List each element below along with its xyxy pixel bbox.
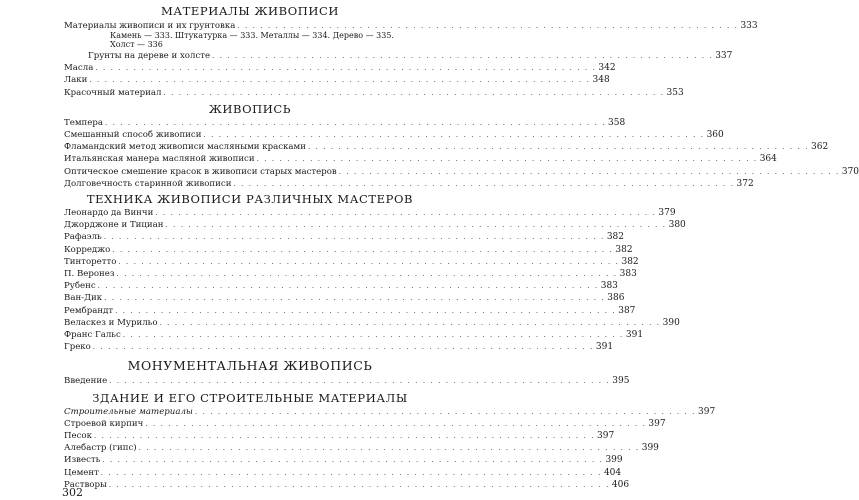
toc-entry[interactable]	[64, 375, 630, 387]
entry-label: Строительные материалы	[64, 406, 193, 417]
entry-page: 358	[608, 117, 626, 128]
entry-label: Темпера	[64, 117, 103, 128]
dot-leader: . . . . . . . . . . . . . . . . . . . . . . . . . . . . . . . . . . . . . . . . . . . . . . . . . . . . . . . . . . . . . . . . . .	[338, 167, 840, 176]
dot-leader: . . . . . . . . . . . . . . . . . . . . . . . . . . . . . . . . . . . . . . . . . . . . . . . . . . . . . . . . . . . . . . . . . .	[104, 294, 606, 303]
dot-leader: . . . . . . . . . . . . . . . . . . . . . . . . . . . . . . . . . . . . . . . . . . . . . . . . . . . . . . . . . . . . . . . . . .	[163, 88, 665, 97]
entry-label: Оптическое смешение красок в живописи старых мастеров	[64, 166, 337, 177]
dot-leader: . . . . . . . . . . . . . . . . . . . . . . . . . . . . . . . . . . . . . . . . . . . . . . . . . . . . . . . . . . . . . . . . . .	[115, 306, 617, 315]
toc-entry[interactable]	[64, 329, 644, 341]
toc-entry[interactable]	[64, 406, 716, 418]
entry-page: 360	[706, 130, 724, 140]
dot-leader: . . . . . . . . . . . . . . . . . . . . . . . . . . . . . . . . . . . . . . . . . . . . . . . . . . . . . . . . . . . . . . . . . .	[307, 143, 810, 152]
entry-label: Джорджоне и Тициан	[64, 220, 164, 231]
toc-entry[interactable]	[64, 454, 623, 466]
entry-page: 333	[740, 21, 758, 31]
entry-page: 383	[600, 281, 618, 292]
toc-entry[interactable]	[64, 141, 829, 153]
section-heading-materials: МАТЕРИАЛЫ ЖИВОПИСИ	[160, 4, 340, 18]
toc-entry[interactable]	[64, 305, 636, 317]
toc-entry[interactable]	[64, 256, 639, 268]
entry-page: 370	[841, 166, 859, 177]
entry-label: Введение	[64, 376, 108, 387]
dot-leader: . . . . . . . . . . . . . . . . . . . . . . . . . . . . . . . . . . . . . . . . . . . . . . . . . . . . . . . . . . . . . . . . . .	[109, 377, 611, 386]
entry-page: 387	[618, 305, 636, 316]
section-heading-monumental: МОНУМЕНТАЛЬНАЯ ЖИВОПИСЬ	[127, 358, 373, 374]
dot-leader: . . . . . . . . . . . . . . . . . . . . . . . . . . . . . . . . . . . . . . . . . . . . . . . . . . . . . . . . . . . . . . . . . .	[256, 155, 758, 164]
entry-page: 404	[603, 467, 622, 478]
entry-page: 391	[595, 342, 614, 353]
entry-page: 399	[641, 443, 659, 454]
entry-label: Рембрандт	[64, 305, 114, 316]
dot-leader: . . . . . . . . . . . . . . . . . . . . . . . . . . . . . . . . . . . . . . . . . . . . . . . . . . . . . . . . . . . . . . . . . .	[102, 456, 604, 465]
entry-page: 397	[698, 406, 716, 417]
dot-leader: . . . . . . . . . . . . . . . . . . . . . . . . . . . . . . . . . . . . . . . . . . . . . . . . . . . . . . . . . . . . . . . . . .	[155, 209, 657, 217]
entry-label: Смешанный способ живописи	[64, 130, 202, 140]
entry-page: 386	[607, 293, 625, 304]
entry-label: П. Веронез	[64, 269, 115, 279]
entry-label: Фламандский метод живописи масляными красками	[64, 142, 306, 153]
dot-leader: . . . . . . . . . . . . . . . . . . . . . . . . . . . . . . . . . . . . . . . . . . . . . . . . . . . . . . . . . . . . . . . . . .	[233, 179, 735, 188]
entry-page: 364	[759, 154, 777, 165]
entry-page: 342	[598, 63, 616, 74]
entry-page: 362	[811, 142, 829, 153]
dot-leader: . . . . . . . . . . . . . . . . . . . . . . . . . . . . . . . . . . . . . . . . . . . . . . . . . . . . . . . . . . . . . . . . . .	[95, 64, 597, 73]
entry-label: Корреджо	[64, 244, 111, 255]
toc-entry[interactable]	[64, 479, 630, 491]
entry-page: 397	[648, 418, 666, 429]
toc-entry[interactable]	[88, 50, 733, 62]
sublist-line: Холст — 336	[110, 40, 163, 49]
toc-entry[interactable]	[64, 178, 754, 190]
toc-entry[interactable]	[64, 129, 724, 141]
dot-leader: . . . . . . . . . . . . . . . . . . . . . . . . . . . . . . . . . . . . . . . . . . . . . . . . . . . . . . . . . . . . . . . . . .	[116, 270, 618, 278]
toc-entry[interactable]	[64, 467, 622, 479]
toc-entry[interactable]	[64, 418, 666, 430]
toc-entry[interactable]	[64, 207, 676, 219]
page-number: 302	[62, 486, 83, 499]
entry-label: Леонардо да Винчи	[64, 208, 154, 218]
dot-leader: . . . . . . . . . . . . . . . . . . . . . . . . . . . . . . . . . . . . . . . . . . . . . . . . . . . . . . . . . . . . . . . . . .	[203, 131, 705, 139]
section-heading-masters: ТЕХНИКА ЖИВОПИСИ РАЗЛИЧНЫХ МАСТЕРОВ	[86, 192, 414, 206]
toc-entry[interactable]	[64, 430, 615, 442]
toc-entry[interactable]	[64, 219, 686, 231]
entry-label: Материалы живописи и их грунтовка	[64, 21, 236, 31]
dot-leader: . . . . . . . . . . . . . . . . . . . . . . . . . . . . . . . . . . . . . . . . . . . . . . . . . . . . . . . . . . . . . . . . . .	[237, 22, 739, 30]
dot-leader: . . . . . . . . . . . . . . . . . . . . . . . . . . . . . . . . . . . . . . . . . . . . . . . . . . . . . . . . . . . . . . . . . .	[104, 118, 607, 127]
entry-label: Грунты на дереве и холсте	[88, 51, 211, 61]
dot-leader: . . . . . . . . . . . . . . . . . . . . . . . . . . . . . . . . . . . . . . . . . . . . . . . . . . . . . . . . . . . . . . . . . .	[145, 419, 647, 428]
entry-page: 372	[736, 178, 754, 189]
entry-label: Лаки	[64, 75, 88, 86]
entry-label: Греко	[64, 342, 91, 353]
toc-entry[interactable]	[64, 292, 625, 304]
dot-leader: . . . . . . . . . . . . . . . . . . . . . . . . . . . . . . . . . . . . . . . . . . . . . . . . . . . . . . . . . . . . . . . . . .	[108, 480, 610, 489]
toc-entry[interactable]	[64, 280, 618, 292]
entry-label: Песок	[64, 431, 92, 441]
dot-leader: . . . . . . . . . . . . . . . . . . . . . . . . . . . . . . . . . . . . . . . . . . . . . . . . . . . . . . . . . . . . . . . . . .	[165, 221, 667, 230]
toc-entry[interactable]	[64, 166, 859, 178]
entry-page: 379	[658, 208, 676, 218]
toc-entry[interactable]	[64, 244, 633, 256]
section-heading-painting: ЖИВОПИСЬ	[208, 101, 292, 116]
toc-entry[interactable]	[64, 442, 659, 454]
toc-entry[interactable]	[64, 268, 637, 280]
entry-page: 380	[668, 220, 686, 231]
entry-label: Алебастр (гипс)	[64, 443, 137, 454]
entry-label: Франс Гальс	[64, 330, 121, 340]
entry-label: Растворы	[64, 479, 107, 490]
entry-label: Итальянская манера масляной живописи	[64, 154, 255, 165]
entry-page: 395	[612, 376, 630, 387]
entry-label: Долговечность старинной живописи	[64, 178, 232, 189]
toc-entry[interactable]	[64, 341, 614, 353]
entry-page: 382	[606, 232, 624, 243]
entry-label: Строевой кирпич	[64, 418, 144, 429]
dot-leader: . . . . . . . . . . . . . . . . . . . . . . . . . . . . . . . . . . . . . . . . . . . . . . . . . . . . . . . . . . . . . . . . . .	[92, 343, 594, 352]
toc-entry[interactable]	[64, 317, 680, 329]
toc-entry[interactable]	[64, 62, 616, 74]
entry-page: 382	[615, 244, 633, 255]
dot-leader: . . . . . . . . . . . . . . . . . . . . . . . . . . . . . . . . . . . . . . . . . . . . . . . . . . . . . . . . . . . . . . . . . .	[93, 432, 596, 440]
toc-entry[interactable]	[64, 153, 777, 165]
entry-label: Рафаэль	[64, 232, 102, 243]
entry-label: Известь	[64, 455, 101, 466]
dot-leader: . . . . . . . . . . . . . . . . . . . . . . . . . . . . . . . . . . . . . . . . . . . . . . . . . . . . . . . . . . . . . . . . . .	[194, 407, 697, 416]
dot-leader: . . . . . . . . . . . . . . . . . . . . . . . . . . . . . . . . . . . . . . . . . . . . . . . . . . . . . . . . . . . . . . . . . .	[122, 331, 624, 339]
entry-page: 337	[715, 51, 733, 61]
dot-leader: . . . . . . . . . . . . . . . . . . . . . . . . . . . . . . . . . . . . . . . . . . . . . . . . . . . . . . . . . . . . . . . . . .	[212, 52, 714, 60]
toc-entry[interactable]	[64, 117, 626, 129]
entry-page: 383	[619, 269, 637, 279]
dot-leader: . . . . . . . . . . . . . . . . . . . . . . . . . . . . . . . . . . . . . . . . . . . . . . . . . . . . . . . . . . . . . . . . . .	[159, 318, 661, 327]
entry-page: 391	[625, 330, 644, 340]
entry-label: Тинторетто	[64, 256, 117, 267]
dot-leader: . . . . . . . . . . . . . . . . . . . . . . . . . . . . . . . . . . . . . . . . . . . . . . . . . . . . . . . . . . . . . . . . . .	[100, 468, 602, 477]
entry-page: 382	[621, 256, 639, 267]
entry-page: 406	[611, 479, 630, 490]
toc-entry[interactable]	[64, 231, 624, 243]
dot-leader: . . . . . . . . . . . . . . . . . . . . . . . . . . . . . . . . . . . . . . . . . . . . . . . . . . . . . . . . . . . . . . . . . .	[138, 444, 640, 453]
toc-entry[interactable]	[64, 87, 684, 99]
entry-page: 348	[592, 75, 610, 86]
dot-leader: . . . . . . . . . . . . . . . . . . . . . . . . . . . . . . . . . . . . . . . . . . . . . . . . . . . . . . . . . . . . . . . . . .	[89, 76, 591, 85]
entry-label: Красочный материал	[64, 87, 162, 98]
sublist-line: Камень — 333. Штукатурка — 333. Металлы — 334. Дерево — 335.	[110, 31, 394, 40]
toc-entry[interactable]	[64, 74, 610, 86]
dot-leader: . . . . . . . . . . . . . . . . . . . . . . . . . . . . . . . . . . . . . . . . . . . . . . . . . . . . . . . . . . . . . . . . . .	[118, 257, 620, 266]
entry-label: Масла	[64, 63, 94, 74]
entry-label: Рубенс	[64, 281, 96, 292]
entry-label: Цемент	[64, 467, 99, 478]
entry-label: Веласкез и Мурильо	[64, 317, 158, 328]
dot-leader: . . . . . . . . . . . . . . . . . . . . . . . . . . . . . . . . . . . . . . . . . . . . . . . . . . . . . . . . . . . . . . . . . .	[103, 233, 605, 242]
entry-page: 390	[662, 317, 680, 328]
entry-page: 353	[666, 87, 684, 98]
section-heading-building: ЗДАНИЕ И ЕГО СТРОИТЕЛЬНЫЕ МАТЕРИАЛЫ	[92, 390, 408, 405]
entry-page: 399	[605, 455, 623, 466]
dot-leader: . . . . . . . . . . . . . . . . . . . . . . . . . . . . . . . . . . . . . . . . . . . . . . . . . . . . . . . . . . . . . . . . . .	[112, 245, 614, 254]
dot-leader: . . . . . . . . . . . . . . . . . . . . . . . . . . . . . . . . . . . . . . . . . . . . . . . . . . . . . . . . . . . . . . . . . .	[97, 282, 599, 291]
entry-page: 397	[597, 431, 615, 441]
entry-label: Ван-Дик	[64, 293, 103, 304]
